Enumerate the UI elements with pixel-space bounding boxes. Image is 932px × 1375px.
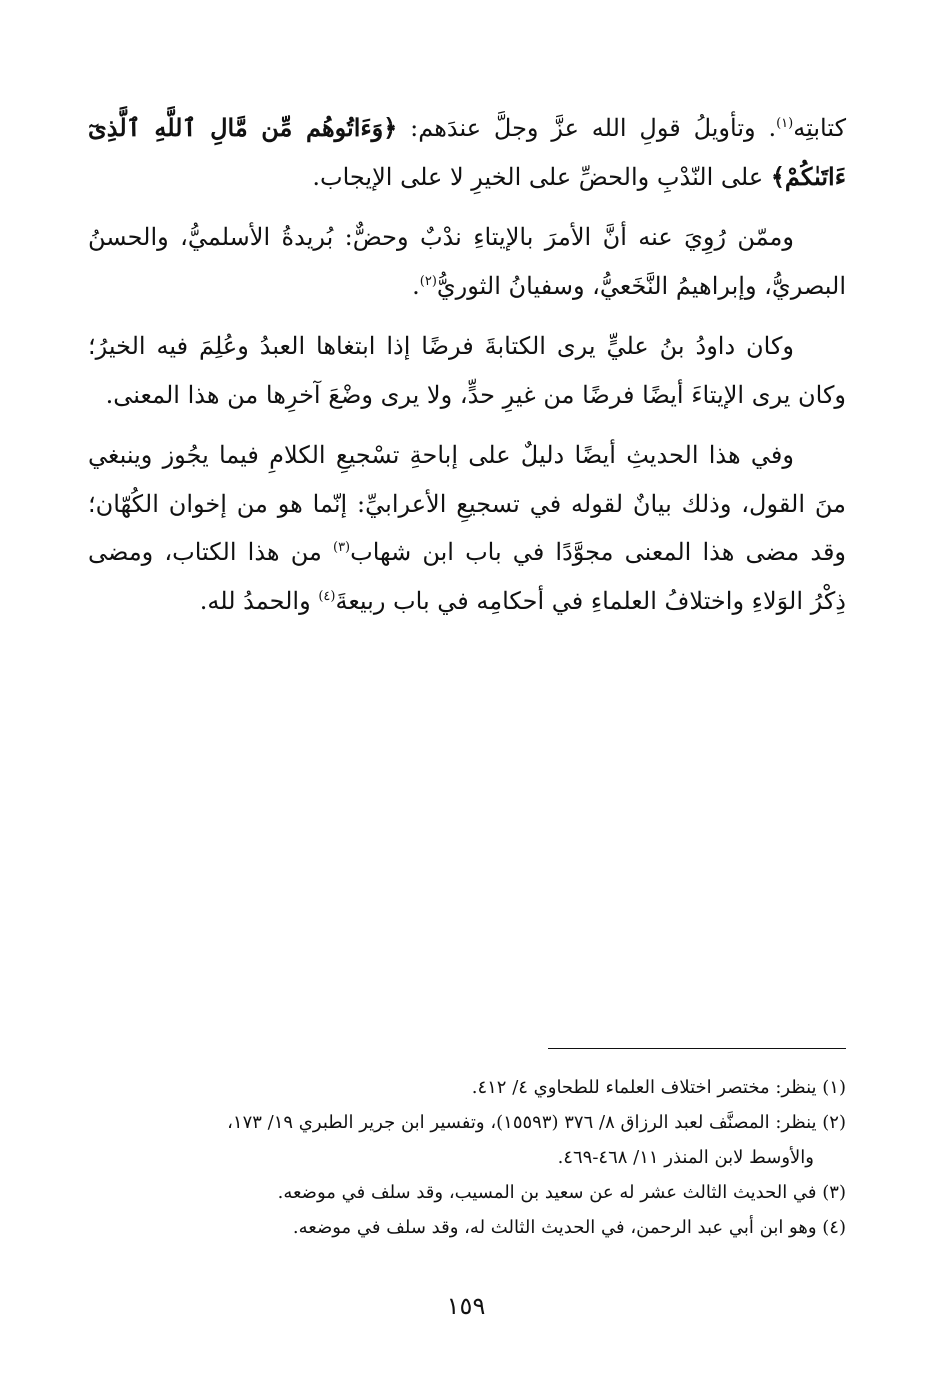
paragraph-3-text: وكان داودُ بنُ عليٍّ يرى الكتابةَ فرضًا إذا ابتغاها العبدُ وعُلِمَ فيه الخيرُ؛ وكان يرى الإيتاءَ أيضًا فرضًا من غيرِ حدٍّ، ولا يرى وضْعَ آخرِها من هذا المعنى. (88, 332, 846, 409)
paragraph-1-mid: . وتأويلُ قولِ الله عزَّ وجلَّ عندَهم: (397, 114, 777, 142)
footnote-text: ينظر: مختصر اختلاف العلماء للطحاوي ٤/ ٤١٢. (471, 1077, 817, 1098)
paragraph-1-lead: كتابتِه (793, 114, 846, 142)
footnote-text: في الحديث الثالث عشر له عن سعيد بن المسيب، وقد سلف في موضعه. (277, 1182, 817, 1203)
footnote-number: (٣) (822, 1182, 846, 1203)
main-text (88, 104, 846, 637)
paragraph-4-text-1: وفي هذا الحديثِ أيضًا دليلٌ على إباحةِ تسْجيعِ الكلامِ فيما يجُوز وينبغي منَ القول، وذلك بيانٌ لقوله في تسجيعِ الأعرابيِّ: إنّما هو من إخوان الكُهّان؛ وقد مضى هذا المعنى مجوَّدًا في باب ابن شهاب (88, 441, 847, 566)
footnote-ref-1: (١) (776, 116, 794, 131)
footnote-4 (88, 1210, 846, 1245)
paragraph-4-text-2: من هذا الكتاب، ومضى ذِكْرُ الوَلاءِ واختلافُ العلماءِ في أحكامِه في باب ربيعةَ (88, 538, 846, 615)
footnote-text: ينظر: المصنَّف لعبد الرزاق ٨/ ٣٧٦ (١٥٥٩٣)، وتفسير ابن جرير الطبري ١٩/ ١٧٣، (227, 1112, 817, 1133)
footnote-3 (88, 1175, 846, 1210)
paragraph-3 (88, 322, 846, 419)
footnote-continuation: والأوسط لابن المنذر ١١/ ٤٦٨-٤٦٩. (557, 1147, 814, 1168)
footnote-ref-4: (٤) (318, 588, 336, 604)
paragraph-1 (88, 104, 846, 201)
quran-verse: ﴿وَءَاتُوهُم مِّن مَّالِ ٱللَّهِ ٱلَّذِىٓ ءَاتَىٰكُمْ﴾ (88, 113, 846, 191)
paragraph-1-tail: على النّدْبِ والحضِّ على الخيرِ لا على الإيجاب. (312, 162, 771, 191)
paragraph-4-text-3: والحمدُ لله. (199, 586, 319, 615)
footnote-ref-3: (٣) (332, 540, 351, 555)
footnote-ref-2: (٢) (419, 273, 437, 289)
footnote-number: (٤) (822, 1217, 846, 1238)
page-number: ١٥٩ (446, 1292, 486, 1320)
footnote-2 (88, 1105, 846, 1175)
paragraph-2-text: وممّن رُوِيَ عنه أنَّ الأمرَ بالإيتاءِ ندْبٌ وحضٌّ: بُريدةُ الأسلميُّ، والحسنُ البصريُّ، وإبراهيمُ النَّخَعيُّ، وسفيانُ الثوريُّ (88, 223, 846, 300)
paragraph-2 (88, 213, 846, 310)
paragraph-2-end: . (412, 271, 420, 300)
footnote-text: وهو ابن أبي عبد الرحمن، في الحديث الثالث له، وقد سلف في موضعه. (292, 1217, 817, 1238)
footnote-divider (548, 1048, 846, 1049)
footnotes (88, 1070, 846, 1245)
footnote-number: (١) (822, 1077, 846, 1098)
paragraph-4 (88, 431, 846, 625)
footnote-number: (٢) (822, 1112, 846, 1133)
footnote-1 (88, 1070, 846, 1105)
